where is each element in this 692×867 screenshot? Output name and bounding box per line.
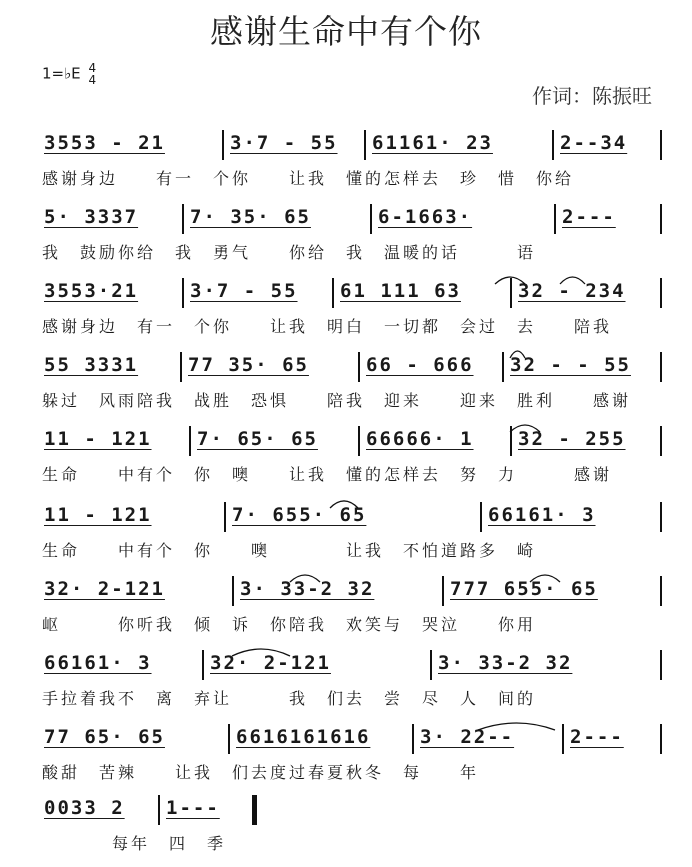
barline [222, 130, 224, 160]
barline [370, 204, 372, 234]
barline [228, 724, 230, 754]
barline [554, 204, 556, 234]
lyrics-line: 生命 中有个 你 噢 让我 懂的怎样去 努 力 感谢 [42, 465, 613, 484]
measure-notes: 32 - 255 [518, 428, 626, 450]
score-system [0, 276, 692, 350]
barline [502, 352, 504, 382]
barline [358, 426, 360, 456]
notation-row [0, 500, 692, 540]
measure-notes: 6616161616 [236, 726, 371, 748]
measure-notes: 7· 655· 65 [232, 504, 367, 526]
barline [660, 130, 662, 160]
measure-notes: 1--- [166, 797, 220, 819]
barline [182, 204, 184, 234]
score-system [0, 574, 692, 648]
measure-notes: 11 - 121 [44, 504, 152, 526]
barline [660, 502, 662, 532]
measure-notes: 32· 2-121 [44, 578, 165, 600]
score-system [0, 722, 692, 796]
lyrics-line: 岖 你听我 倾 诉 你陪我 欢笑与 哭泣 你用 [42, 615, 537, 634]
measure-notes: 61 111 63 [340, 280, 461, 302]
measure-notes: 66161· 3 [488, 504, 596, 526]
lyrics-line: 酸甜 苦辣 让我 们去度过春夏秋冬 每 年 [42, 763, 480, 782]
measure-notes: 3· 22-- [420, 726, 515, 748]
key-label: 1=♭E [42, 64, 81, 83]
measure-notes: 5· 3337 [44, 206, 139, 228]
lyrics-line: 手拉着我不 离 弃让 我 们去 尝 尽 人 间的 [42, 689, 537, 708]
score-system [0, 424, 692, 498]
measure-notes: 7· 35· 65 [190, 206, 311, 228]
barline [480, 502, 482, 532]
barline [182, 278, 184, 308]
song-title: 感谢生命中有个你 [210, 12, 482, 51]
measure-notes: 55 3331 [44, 354, 139, 376]
lyrics-line: 感谢身边 有一 个你 让我 懂的怎样去 珍 惜 你给 [42, 169, 575, 188]
measure-notes: 3553·21 [44, 280, 139, 302]
time-signature [88, 62, 96, 86]
score-system [0, 128, 692, 202]
barline [430, 650, 432, 680]
barline [562, 724, 564, 754]
barline [660, 576, 662, 606]
lyricist-credit: 作词：陈振旺 [532, 84, 652, 108]
barline [552, 130, 554, 160]
measure-notes: 3·7 - 55 [190, 280, 298, 302]
barline [660, 724, 662, 754]
barline [660, 352, 662, 382]
measure-notes: 32· 2-121 [210, 652, 331, 674]
barline [510, 426, 512, 456]
measure-notes: 3·7 - 55 [230, 132, 338, 154]
barline [660, 426, 662, 456]
notation-row [0, 276, 692, 316]
measure-notes: 32 - - 55 [510, 354, 631, 376]
notation-row [0, 648, 692, 688]
measure-notes: 77 65· 65 [44, 726, 165, 748]
notation-row [0, 574, 692, 614]
notation-row [0, 202, 692, 242]
barline [660, 278, 662, 308]
measure-notes: 2--- [570, 726, 624, 748]
score-system [0, 202, 692, 276]
barline [510, 278, 512, 308]
measure-notes: 0033 2 [44, 797, 125, 819]
measure-notes: 66161· 3 [44, 652, 152, 674]
barline [660, 204, 662, 234]
measure-notes: 77 35· 65 [188, 354, 309, 376]
measure-notes: 777 655· 65 [450, 578, 598, 600]
barline [158, 795, 160, 825]
barline [332, 278, 334, 308]
barline [224, 502, 226, 532]
measure-notes: 7· 65· 65 [197, 428, 318, 450]
barline [202, 650, 204, 680]
notation-row [0, 128, 692, 168]
key-signature [42, 62, 96, 86]
score-system [0, 350, 692, 424]
lyrics-line: 感谢身边 有一 个你 让我 明白 一切都 会过 去 陪我 [42, 317, 613, 336]
lyrics-line: 生命 中有个 你 噢 让我 不怕道路多 崎 [42, 541, 537, 560]
measure-notes: 61161· 23 [372, 132, 493, 154]
final-barline [252, 795, 257, 825]
measure-notes: 66666· 1 [366, 428, 474, 450]
notation-row [0, 424, 692, 464]
barline [412, 724, 414, 754]
notation-row [0, 722, 692, 762]
lyrics-line: 我 鼓励你给 我 勇气 你给 我 温暖的话 语 [42, 243, 537, 262]
score-system [0, 500, 692, 574]
lyrics-line: 每年 四 季 [74, 834, 227, 853]
barline [442, 576, 444, 606]
barline [660, 650, 662, 680]
barline [232, 576, 234, 606]
measure-notes: 3553 - 21 [44, 132, 165, 154]
measure-notes: 66 - 666 [366, 354, 474, 376]
time-signature-top: 4 [88, 61, 97, 75]
measure-notes: 2--34 [560, 132, 628, 154]
time-signature-bottom: 4 [88, 73, 97, 87]
measure-notes: 3· 33-2 32 [240, 578, 375, 600]
barline [364, 130, 366, 160]
lyrics-line: 躲过 风雨陪我 战胜 恐惧 陪我 迎来 迎来 胜利 感谢 [42, 391, 632, 410]
measure-notes: 32 - 234 [518, 280, 626, 302]
notation-row [0, 793, 692, 833]
measure-notes: 3· 33-2 32 [438, 652, 573, 674]
score-system [0, 793, 692, 867]
notation-row [0, 350, 692, 390]
measure-notes: 11 - 121 [44, 428, 152, 450]
measure-notes: 6-1663· [378, 206, 473, 228]
barline [180, 352, 182, 382]
score-system [0, 648, 692, 722]
measure-notes: 2--- [562, 206, 616, 228]
barline [189, 426, 191, 456]
barline [358, 352, 360, 382]
